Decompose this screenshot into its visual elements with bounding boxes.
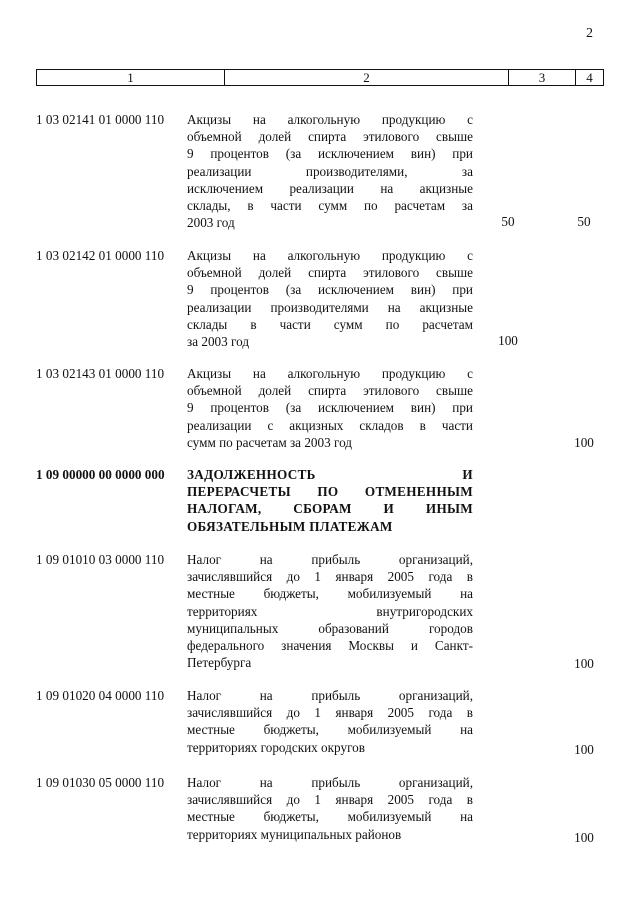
description-line: исключением реализации на акцизные xyxy=(187,180,473,196)
row-description xyxy=(187,551,473,671)
description-line: местные бюджеты, мобилизуемый на xyxy=(187,809,473,825)
description-line: федерального значения Москвы и Санкт- xyxy=(187,638,473,654)
description-line: Акцизы на алкогольную продукцию с xyxy=(187,112,473,127)
row-code: 1 09 00000 00 0000 000 xyxy=(36,467,165,482)
description-line: ЗАДОЛЖЕННОСТЬ И xyxy=(187,467,473,482)
row-code: 1 09 01020 04 0000 110 xyxy=(36,688,165,703)
description-line: Налог на прибыль организаций, xyxy=(187,688,473,703)
column-4-value: 100 xyxy=(574,656,594,671)
row-description xyxy=(187,247,473,350)
description-line: территориях внутригородских xyxy=(187,603,473,619)
description-line: сумм по расчетам за 2003 год xyxy=(187,434,353,450)
description-line: 2003 год xyxy=(187,215,235,231)
column-header-2: 2 xyxy=(363,70,370,85)
row-description xyxy=(187,774,473,843)
description-line: местные бюджеты, мобилизуемый на xyxy=(187,722,473,738)
table-header xyxy=(36,69,604,86)
column-header-4: 4 xyxy=(586,70,593,85)
description-line: реализации с акцизных складов в части xyxy=(187,417,473,433)
description-line: реализации производителями на акцизные xyxy=(187,299,473,315)
description-line: Налог на прибыль организаций, xyxy=(187,775,473,790)
description-line: территориях муниципальных районов xyxy=(187,826,402,842)
column-header-3: 3 xyxy=(538,70,546,85)
description-line: НАЛОГАМ, СБОРАМ И ИНЫМ xyxy=(187,501,473,517)
row-code: 1 09 01010 03 0000 110 xyxy=(36,552,165,567)
row-code: 1 09 01030 05 0000 110 xyxy=(36,775,165,790)
description-line: склады в части сумм по расчетам xyxy=(187,316,473,332)
description-line: за 2003 год xyxy=(187,334,250,350)
description-line: Налог на прибыль организаций, xyxy=(187,552,473,567)
description-line: зачислявшийся до 1 января 2005 года в xyxy=(187,569,473,585)
row-code: 1 03 02141 01 0000 110 xyxy=(36,112,165,127)
description-line: 9 процентов (за исключением вин) при xyxy=(187,146,473,162)
description-line: Акцизы на алкогольную продукцию с xyxy=(187,366,473,381)
description-line: объемной долей спирта этилового свыше xyxy=(187,129,473,145)
description-line: 9 процентов (за исключением вин) при xyxy=(187,400,473,416)
column-3-value: 100 xyxy=(498,333,518,348)
column-3-value: 50 xyxy=(501,214,515,229)
description-line: Акцизы на алкогольную продукцию с xyxy=(187,248,473,263)
description-line: Петербурга xyxy=(187,655,252,671)
description-line: склады, в части сумм по расчетам за xyxy=(187,198,473,214)
column-header-1: 1 xyxy=(127,70,134,85)
row-code: 1 03 02142 01 0000 110 xyxy=(36,248,165,263)
column-4-value: 100 xyxy=(574,742,594,757)
column-4-value: 100 xyxy=(574,830,594,845)
description-line: ПЕРЕРАСЧЕТЫ ПО ОТМЕНЕННЫМ xyxy=(187,484,473,500)
row-description xyxy=(187,466,473,535)
description-line: местные бюджеты, мобилизуемый на xyxy=(187,586,473,602)
description-line: зачислявшийся до 1 января 2005 года в xyxy=(187,792,473,808)
column-4-value: 50 xyxy=(577,214,591,229)
page-number: 2 xyxy=(586,26,593,41)
row-description xyxy=(187,687,473,756)
description-line: территориях городских округов xyxy=(187,739,365,755)
row-description xyxy=(187,111,473,231)
description-line: зачислявшийся до 1 января 2005 года в xyxy=(187,705,473,721)
description-line: ОБЯЗАТЕЛЬНЫМ ПЛАТЕЖАМ xyxy=(187,518,393,534)
description-line: объемной долей спирта этилового свыше xyxy=(187,383,473,399)
description-line: реализации производителями, за xyxy=(187,163,473,179)
description-line: муниципальных образований городов xyxy=(187,620,473,636)
row-code: 1 03 02143 01 0000 110 xyxy=(36,366,165,381)
description-line: объемной долей спирта этилового свыше xyxy=(187,265,473,281)
column-4-value: 100 xyxy=(574,435,594,450)
row-description xyxy=(187,365,473,451)
description-line: 9 процентов (за исключением вин) при xyxy=(187,282,473,298)
